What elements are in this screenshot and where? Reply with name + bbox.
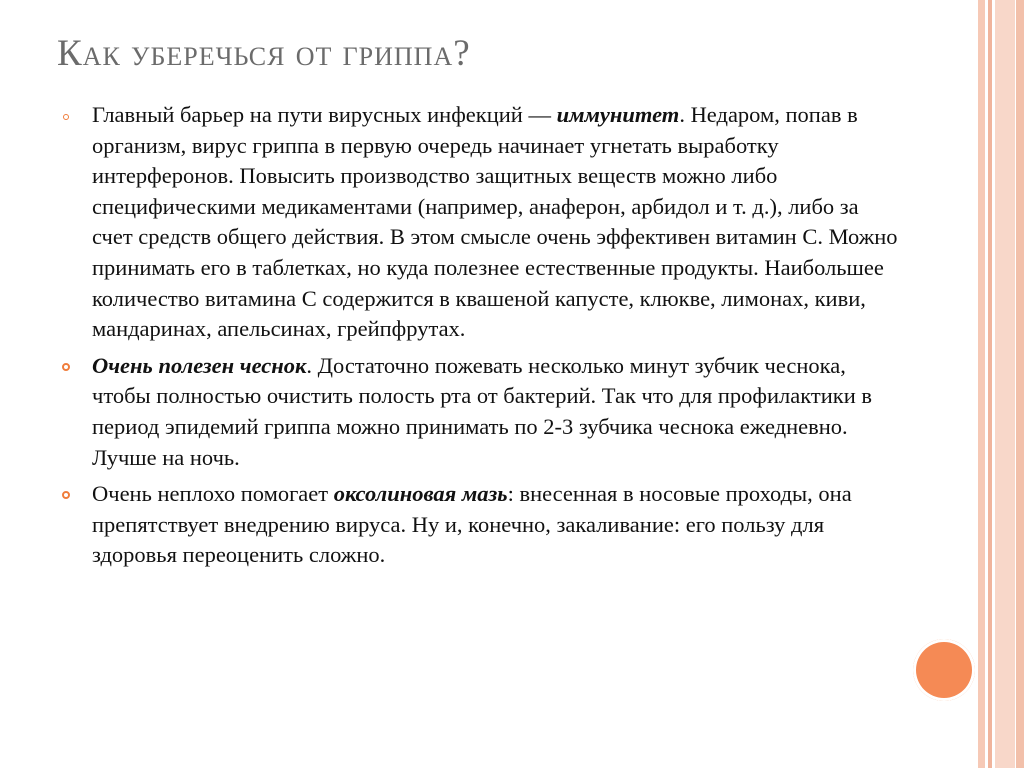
- decorative-stripe: [978, 0, 985, 768]
- bullet-text: . Достаточно пожевать несколько минут зубчик чеснока, чтобы полностью очистить полость рта от бактерий. Так что для профилактики в период эпидемий гриппа можно принимать по 2-3 зубчика чеснока ежедневно. Лучше на ночь.: [92, 352, 872, 470]
- bullet-emphasis: оксолиновая мазь: [333, 481, 508, 507]
- circle-bullet-icon: [62, 491, 70, 499]
- decorative-stripe: [988, 0, 992, 768]
- slide-title: Как уберечься от гриппа?: [57, 33, 471, 74]
- decorative-circle: [913, 639, 975, 701]
- bullet-item-immunity: [60, 100, 900, 345]
- bullet-text: : внесенная в носовые проходы, она препятствует внедрению вируса. Ну и, конечно, закаливание: его пользу для здоровья переоценить сложно.: [92, 481, 852, 568]
- circle-bullet-icon: [63, 114, 69, 120]
- bullet-item-ointment: [60, 479, 900, 571]
- bullet-item-garlic: [60, 351, 900, 473]
- circle-bullet-icon: [62, 363, 70, 371]
- bullet-lead: Очень неплохо помогает: [92, 481, 334, 507]
- bullet-text: . Недаром, попав в организм, вирус гриппа в первую очередь начинает угнетать выработку интерферонов. Повысить производство защитных веществ можно либо специфическими медикаментами (например, анаферон, арбидол и т. д.), либо за счет средств общего действия. В этом смысле очень эффективен витамин С. Можно принимать его в таблетках, но куда полезнее естественные продукты. Наибольшее количество витамина С содержится в квашеной капусте, клюкве, лимонах, киви, мандаринах, апельсинах, грейпфрутах.: [92, 102, 898, 342]
- bullet-emphasis: Очень полезен чеснок: [92, 352, 307, 378]
- decorative-stripe: [995, 0, 1015, 768]
- decorative-stripe: [1016, 0, 1024, 768]
- bullet-emphasis: иммунитет: [556, 102, 680, 127]
- bullet-lead: Главный барьер на пути вирусных инфекций —: [92, 102, 557, 127]
- bullet-list: [60, 100, 900, 577]
